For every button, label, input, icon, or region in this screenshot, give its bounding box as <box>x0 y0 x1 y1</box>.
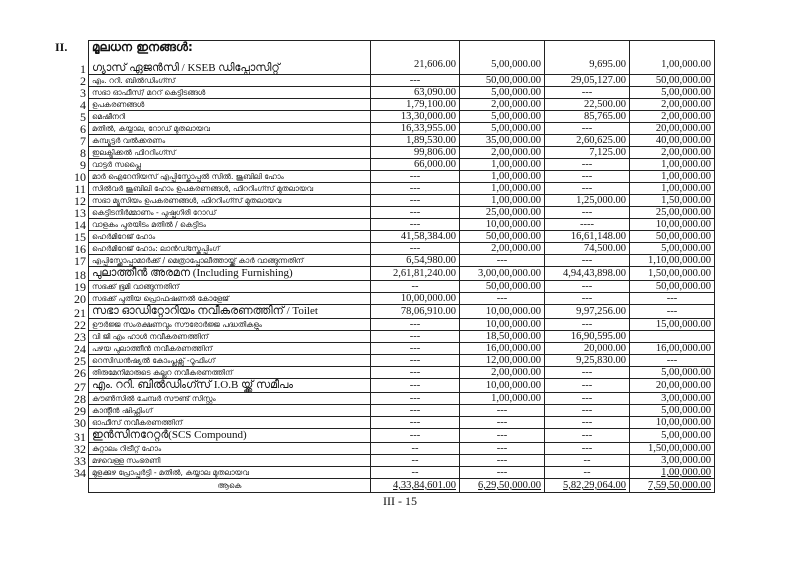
amount-c4: --- <box>630 355 715 367</box>
amount-c3: 20,000.00 <box>545 343 630 355</box>
row-number: 4 <box>80 97 86 112</box>
amount-c2: 16,00,000.00 <box>460 343 545 355</box>
amount-c2: 50,00,000.00 <box>460 231 545 243</box>
amount-c2: 1,00,000.00 <box>460 159 545 171</box>
amount-c1: --- <box>371 379 460 393</box>
amount-c3: 4,94,43,898.00 <box>545 267 630 281</box>
table-row <box>89 319 715 331</box>
table-row <box>89 183 715 195</box>
item-label: ഹെർമിറേജ് ഹോം <box>89 231 371 243</box>
amount-c2: --- <box>460 429 545 443</box>
row-number: 7 <box>80 133 86 148</box>
amount-c2: 10,00,000.00 <box>460 379 545 393</box>
amount-c1: 99,806.00 <box>371 147 460 159</box>
total-c4: 7,59,50,000.00 <box>630 479 715 493</box>
amount-c4: 5,00,000.00 <box>630 87 715 99</box>
amount-c2: --- <box>460 443 545 455</box>
amount-c2: 5,00,000.00 <box>460 111 545 123</box>
row-number: 2 <box>80 73 86 88</box>
item-label: മാർ ഐറേനിയസ് എപ്പിസ്കോപ്പൽ സിൽ. ജൂബിലി ഹോം <box>89 171 371 183</box>
amount-c1: --- <box>371 417 460 429</box>
amount-c4: 2,00,000.00 <box>630 99 715 111</box>
row-number: 20 <box>74 291 86 306</box>
amount-c3: 7,125.00 <box>545 147 630 159</box>
total-c2: 6,29,50,000.00 <box>460 479 545 493</box>
table-row <box>89 243 715 255</box>
item-label: ഇലക്ട്രിക്കൽ ഫിററിംഗ്സ് <box>89 147 371 159</box>
item-label: കമ്പ്യൂട്ടർ വൽക്കരണം <box>89 135 371 147</box>
amount-c2: --- <box>460 467 545 479</box>
amount-c4: 10,00,000.00 <box>630 219 715 231</box>
item-label: മതിൽ, കയ്യാല, റോഡ് മുതലായവ <box>89 123 371 135</box>
amount-c2: 5,00,000.00 <box>460 123 545 135</box>
table-row <box>89 267 715 281</box>
table-row <box>89 111 715 123</box>
amount-c3: 22,500.00 <box>545 99 630 111</box>
item-label: സഭാ മ്യൂസിയം ഉപകരണങ്ങൾ, ഫിററിംഗ്സ് മുതലായവ <box>89 195 371 207</box>
row-number: 21 <box>74 305 86 320</box>
table-row <box>89 87 715 99</box>
item-label: ഉപകരണങ്ങൾ <box>89 99 371 111</box>
amount-c4: 20,00,000.00 <box>630 123 715 135</box>
amount-c3: --- <box>545 293 630 305</box>
item-label: ഊർജ്ജ സംരക്ഷണവും സൗരോർജ്ജ പദ്ധതികളും <box>89 319 371 331</box>
amount-c2: --- <box>460 293 545 305</box>
table-row <box>89 123 715 135</box>
amount-c4: 16,00,000.00 <box>630 343 715 355</box>
amount-c4: 1,00,000.00 <box>630 159 715 171</box>
amount-c2: 18,50,000.00 <box>460 331 545 343</box>
table-row <box>89 255 715 267</box>
amount-c3: --- <box>545 281 630 293</box>
amount-c3: --- <box>545 443 630 455</box>
item-label: ഗ്യാസ് ഏജൻസി / KSEB ഡിപ്പോസിറ്റ് <box>89 54 371 75</box>
amount-c1: 66,000.00 <box>371 159 460 171</box>
amount-c4: 15,00,000.00 <box>630 319 715 331</box>
amount-c1: 78,06,910.00 <box>371 305 460 319</box>
amount-c3: --- <box>545 367 630 379</box>
row-number: 9 <box>80 157 86 172</box>
amount-c2: 2,00,000.00 <box>460 147 545 159</box>
row-number: 1 <box>80 61 86 76</box>
table-row <box>89 429 715 443</box>
amount-c4: 50,00,000.00 <box>630 75 715 87</box>
table-row <box>89 367 715 379</box>
amount-c3: 29,05,127.00 <box>545 75 630 87</box>
amount-c3: 9,25,830.00 <box>545 355 630 367</box>
row-number: 27 <box>74 379 86 394</box>
amount-c4: 5,00,000.00 <box>630 243 715 255</box>
total-c1: 4,33,84,601.00 <box>371 479 460 493</box>
row-number: 15 <box>74 229 86 244</box>
amount-c4: 1,00,000.00 <box>630 54 715 75</box>
amount-c2: 2,00,000.00 <box>460 99 545 111</box>
amount-c4: 1,00,000.00 <box>630 171 715 183</box>
item-label: ഇൻസിനറേറ്റർ(SCS Compound) <box>89 429 371 443</box>
table-row <box>89 455 715 467</box>
amount-c2: 35,00,000.00 <box>460 135 545 147</box>
amount-c3: 2,60,625.00 <box>545 135 630 147</box>
table-row <box>89 379 715 393</box>
amount-c4: 1,00,000.00 <box>630 467 715 479</box>
amount-c1: 41,58,384.00 <box>371 231 460 243</box>
amount-c2: 25,00,000.00 <box>460 207 545 219</box>
amount-c1: --- <box>371 195 460 207</box>
item-label: ഹെർമിറേജ് ഹോം: ലാൻഡ്സ്കേപ്പിംഗ് <box>89 243 371 255</box>
amount-c3: 74,500.00 <box>545 243 630 255</box>
table-row <box>89 75 715 87</box>
amount-c1: 1,89,530.00 <box>371 135 460 147</box>
row-number: 12 <box>74 193 86 208</box>
amount-c3: -- <box>545 455 630 467</box>
row-number: 28 <box>74 391 86 406</box>
amount-c2: 1,00,000.00 <box>460 195 545 207</box>
row-number: 3 <box>80 85 86 100</box>
row-number: 34 <box>74 465 86 480</box>
item-label: വാളകം പുരയിടം മതിൽ / കെട്ടിടം <box>89 219 371 231</box>
amount-c1: --- <box>371 171 460 183</box>
amount-c1: --- <box>371 343 460 355</box>
amount-c4: 20,00,000.00 <box>630 379 715 393</box>
row-number: 17 <box>74 253 86 268</box>
amount-c3: --- <box>545 405 630 417</box>
table-row <box>89 331 715 343</box>
item-label: കാന്റീൻ ഷിഫ്റ്റിംഗ് <box>89 405 371 417</box>
amount-c3: --- <box>545 429 630 443</box>
total-row <box>89 479 715 493</box>
amount-c1: 63,090.00 <box>371 87 460 99</box>
amount-c2: --- <box>460 455 545 467</box>
amount-c1: --- <box>371 183 460 195</box>
item-label: എം. ററി. ബിൽഡിംഗ്സ് I.O.B യ്ക്ക് സമീപം <box>89 379 371 393</box>
item-label: പുലാത്തീൻ അരമന (Including Furnishing) <box>89 267 371 281</box>
table-row <box>89 231 715 243</box>
amount-c2: 10,00,000.00 <box>460 305 545 319</box>
amount-c4: 10,00,000.00 <box>630 417 715 429</box>
amount-c3: --- <box>545 417 630 429</box>
table-row <box>89 171 715 183</box>
item-label: തിരുമേനിമാരുടെ കല്ലറ നവീകരണത്തിന് <box>89 367 371 379</box>
amount-c3: 16,61,148.00 <box>545 231 630 243</box>
table-row <box>89 443 715 455</box>
amount-c4: 2,00,000.00 <box>630 147 715 159</box>
amount-c4: 1,50,00,000.00 <box>630 443 715 455</box>
item-label: മെഷീനറി <box>89 111 371 123</box>
amount-c2: 1,00,000.00 <box>460 393 545 405</box>
amount-c2: 2,00,000.00 <box>460 243 545 255</box>
amount-c4 <box>630 331 715 343</box>
table-row <box>89 147 715 159</box>
amount-c1: --- <box>371 75 460 87</box>
amount-c2: --- <box>460 255 545 267</box>
row-number: 26 <box>74 365 86 380</box>
item-label: കൗൺസിൽ ചേമ്പർ സൗണ്ട് സിസ്റ്റം <box>89 393 371 405</box>
item-label: എപ്പിസ്ക്കോപ്പാമാർക്ക് / മെത്രാപ്പോലീത്തായ്ക്ക് കാർ വാങ്ങുന്നതിന് <box>89 255 371 267</box>
row-number: 6 <box>80 121 86 136</box>
amount-c1: -- <box>371 281 460 293</box>
page-number: III - 15 <box>383 494 417 508</box>
item-label: എം. ററി. ബിൽഡിംഗ്സ് <box>89 75 371 87</box>
table-row <box>89 417 715 429</box>
amount-c2: 10,00,000.00 <box>460 219 545 231</box>
item-label: സഭാ ഓഡിറ്റോറിയം നവീകരണത്തിന് / Toilet <box>89 305 371 319</box>
amount-c1: --- <box>371 429 460 443</box>
amount-c4: 5,00,000.00 <box>630 405 715 417</box>
amount-c4: 50,00,000.00 <box>630 281 715 293</box>
amount-c1: 13,30,000.00 <box>371 111 460 123</box>
amount-c1: --- <box>371 219 460 231</box>
amount-c1: 16,33,955.00 <box>371 123 460 135</box>
amount-c2: 10,00,000.00 <box>460 319 545 331</box>
amount-c3: --- <box>545 379 630 393</box>
amount-c3: 1,25,000.00 <box>545 195 630 207</box>
amount-c4: 1,10,00,000.00 <box>630 255 715 267</box>
amount-c3: --- <box>545 183 630 195</box>
row-number: 14 <box>74 217 86 232</box>
amount-c4: 50,00,000.00 <box>630 231 715 243</box>
amount-c4: 1,00,000.00 <box>630 183 715 195</box>
amount-c4: --- <box>630 305 715 319</box>
total-label: ആകെ <box>89 479 371 493</box>
amount-c1: --- <box>371 393 460 405</box>
row-number: 25 <box>74 353 86 368</box>
amount-c1: -- <box>371 455 460 467</box>
item-label: കുറ്റാലം റിട്രീറ്റ് ഹോം <box>89 443 371 455</box>
amount-c2: --- <box>460 417 545 429</box>
row-number: 5 <box>80 109 86 124</box>
item-label: വാട്ടർ സപ്ലൈ <box>89 159 371 171</box>
item-label: റെസിഡൻഷ്യൽ കോംപ്ലക്സ് -റൂഫിംഗ് <box>89 355 371 367</box>
amount-c2: 5,00,000.00 <box>460 54 545 75</box>
amount-c3: --- <box>545 393 630 405</box>
amount-c2: 50,00,000.00 <box>460 281 545 293</box>
item-label: സഭക്ക് ഭൂമി വാങ്ങുന്നതിന് <box>89 281 371 293</box>
amount-c1: --- <box>371 367 460 379</box>
amount-c1: 6,54,980.00 <box>371 255 460 267</box>
row-number: 23 <box>74 329 86 344</box>
item-label: ഓഫീസ് നവീകരണത്തിന് <box>89 417 371 429</box>
amount-c3: --- <box>545 255 630 267</box>
row-number: 33 <box>74 453 86 468</box>
item-label: മഴവെള്ള സംഭരണി <box>89 455 371 467</box>
section-number: II. <box>55 40 68 54</box>
amount-c4: --- <box>630 293 715 305</box>
amount-c1: 10,00,000.00 <box>371 293 460 305</box>
item-label: പഴയ പുലാത്തീൻ നവീകരണത്തിന് <box>89 343 371 355</box>
amount-c1: --- <box>371 331 460 343</box>
table-row <box>89 195 715 207</box>
table-row <box>89 54 715 75</box>
row-number: 30 <box>74 415 86 430</box>
item-label: സഭാ ഓഫീസ്/ മററ് കെട്ടിടങ്ങൾ <box>89 87 371 99</box>
amount-c2: 12,00,000.00 <box>460 355 545 367</box>
amount-c1: --- <box>371 355 460 367</box>
row-number: 29 <box>74 403 86 418</box>
table-row <box>89 219 715 231</box>
table-row <box>89 355 715 367</box>
amount-c2: 1,00,000.00 <box>460 171 545 183</box>
amount-c3: --- <box>545 207 630 219</box>
amount-c4: 3,00,000.00 <box>630 393 715 405</box>
item-label: കെട്ടിടനിർമ്മാണം - പുഷ്പഗിരി റോഡ് <box>89 207 371 219</box>
amount-c2: --- <box>460 405 545 417</box>
total-c3: 5,82,29,064.00 <box>545 479 630 493</box>
row-number: 19 <box>74 279 86 294</box>
amount-c4: 5,00,000.00 <box>630 429 715 443</box>
row-number: 13 <box>74 205 86 220</box>
amount-c4: 5,00,000.00 <box>630 367 715 379</box>
amount-c2: 50,00,000.00 <box>460 75 545 87</box>
amount-c3: 16,90,595.00 <box>545 331 630 343</box>
table-row <box>89 405 715 417</box>
item-label: മുളക്കുഴ പ്രോപ്പർട്ടി - മതിൽ, കയ്യാല മുതലായവ <box>89 467 371 479</box>
amount-c3: ---- <box>545 219 630 231</box>
table-row <box>89 343 715 355</box>
row-number: 18 <box>74 267 86 282</box>
amount-c1: --- <box>371 405 460 417</box>
row-number: 32 <box>74 441 86 456</box>
amount-c3: --- <box>545 319 630 331</box>
amount-c1: -- <box>371 443 460 455</box>
amount-c4: 1,50,00,000.00 <box>630 267 715 281</box>
amount-c3: --- <box>545 159 630 171</box>
table-row <box>89 293 715 305</box>
row-number: 31 <box>74 429 86 444</box>
section-title-row <box>89 41 715 55</box>
item-label: സിൽവർ ജൂബിലി ഹോം ഉപകരണങ്ങൾ, ഫിററിംഗ്സ് മുതലായവ <box>89 183 371 195</box>
amount-c3: 9,97,256.00 <box>545 305 630 319</box>
amount-c1: 1,79,100.00 <box>371 99 460 111</box>
amount-c4: 1,50,000.00 <box>630 195 715 207</box>
capital-items-table <box>88 40 715 493</box>
table-row <box>89 467 715 479</box>
table-row <box>89 207 715 219</box>
amount-c2: 5,00,000.00 <box>460 87 545 99</box>
table-row <box>89 281 715 293</box>
row-number: 10 <box>74 169 86 184</box>
amount-c4: 25,00,000.00 <box>630 207 715 219</box>
amount-c3: --- <box>545 87 630 99</box>
amount-c2: 2,00,000.00 <box>460 367 545 379</box>
table-row <box>89 135 715 147</box>
amount-c3: -- <box>545 467 630 479</box>
item-label: സഭക്ക് പുതിയ പ്രൊഫഷണൽ കോളേജ് <box>89 293 371 305</box>
amount-c2: 3,00,00,000.00 <box>460 267 545 281</box>
row-number: 22 <box>74 317 86 332</box>
amount-c4: 40,00,000.00 <box>630 135 715 147</box>
amount-c1: -- <box>371 467 460 479</box>
amount-c3: 9,695.00 <box>545 54 630 75</box>
item-label: വി ജി എം ഹാൾ നവീകരണത്തിന് <box>89 331 371 343</box>
amount-c3: 85,765.00 <box>545 111 630 123</box>
amount-c3: --- <box>545 171 630 183</box>
row-number: 24 <box>74 341 86 356</box>
amount-c4: 3,00,000.00 <box>630 455 715 467</box>
amount-c1: 2,61,81,240.00 <box>371 267 460 281</box>
table-row <box>89 99 715 111</box>
row-number: 16 <box>74 241 86 256</box>
amount-c3: --- <box>545 123 630 135</box>
amount-c1: --- <box>371 243 460 255</box>
amount-c1: 21,606.00 <box>371 54 460 75</box>
amount-c1: --- <box>371 319 460 331</box>
amount-c1: --- <box>371 207 460 219</box>
row-number: 8 <box>80 145 86 160</box>
table-row <box>89 393 715 405</box>
row-number: 11 <box>74 181 86 196</box>
table-row <box>89 159 715 171</box>
amount-c4: 2,00,000.00 <box>630 111 715 123</box>
table-row <box>89 305 715 319</box>
amount-c2: 1,00,000.00 <box>460 183 545 195</box>
section-title: മൂലധന ഇനങ്ങൾ: <box>89 41 371 55</box>
